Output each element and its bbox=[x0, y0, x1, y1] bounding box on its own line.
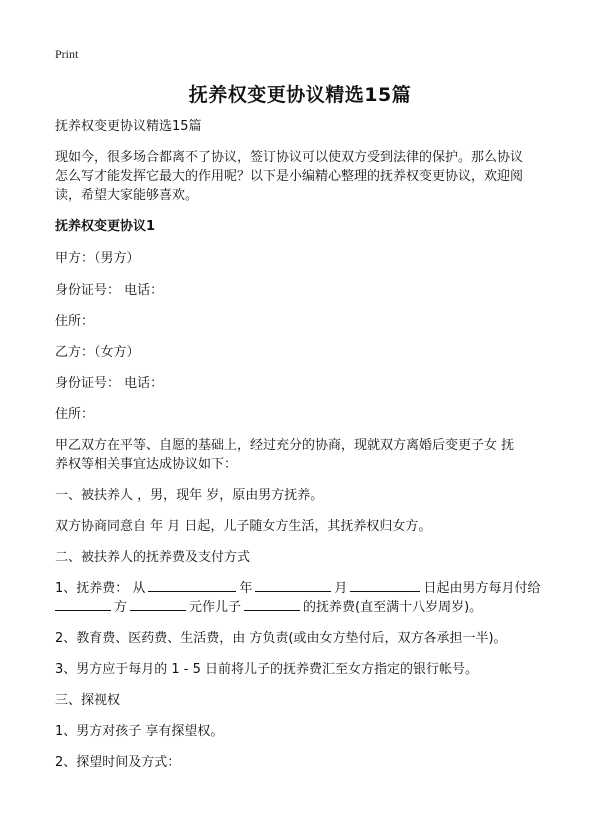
party-a-id-phone: 身份证号： 电话： bbox=[55, 283, 164, 298]
party-b-address: 住所： bbox=[55, 407, 95, 422]
clause-2-1-year: 年 bbox=[239, 581, 253, 596]
clause-3-1: 1、男方对孩子 享有探望权。 bbox=[55, 724, 224, 739]
blank-field bbox=[350, 579, 420, 592]
clause-3-2: 2、探望时间及方式： bbox=[55, 755, 181, 770]
clause-1: 一、被扶养人 ，男，现年 岁，原由男方抚养。 bbox=[55, 488, 324, 503]
party-a: 甲方：（男方） bbox=[55, 251, 140, 266]
blank-field bbox=[244, 598, 300, 611]
clause-1-detail: 双方协商同意自 年 月 日起，儿子随女方生活，其抚养权归女方。 bbox=[55, 519, 432, 534]
document-subtitle: 抚养权变更协议精选15篇 bbox=[55, 119, 202, 134]
agreement-intro-line-2: 养权等相关事宜达成协议如下： bbox=[55, 457, 238, 472]
agreement-intro-line-1: 甲乙双方在平等、自愿的基础上，经过充分的协商，现就双方离婚后变更子女 抚 bbox=[55, 438, 515, 453]
clause-2-2: 2、教育费、医药费、生活费，由 方负责(或由女方垫付后，双方各承担一半)。 bbox=[55, 631, 507, 646]
blank-field bbox=[55, 598, 111, 611]
party-a-address: 住所： bbox=[55, 314, 95, 329]
print-link[interactable]: Print bbox=[55, 47, 79, 61]
blank-field bbox=[255, 579, 331, 592]
clause-2-1-month: 月 bbox=[334, 581, 348, 596]
intro-line-3: 读，希望大家能够喜欢。 bbox=[55, 188, 199, 203]
clause-2-3: 3、男方应于每月的 1 - 5 日前将儿子的抚养费汇至女方指定的银行帐号。 bbox=[55, 662, 479, 677]
blank-field bbox=[148, 579, 236, 592]
blank-field bbox=[130, 598, 186, 611]
document-title: 抚养权变更协议精选15篇 bbox=[188, 84, 412, 106]
clause-2-1-prefix: 1、抚养费： 从 bbox=[55, 581, 146, 596]
party-b: 乙方：（女方） bbox=[55, 345, 140, 360]
clause-2-1-line-2 bbox=[55, 598, 555, 618]
clause-2-1-end: 的抚养费(直至满十八岁周岁)。 bbox=[303, 600, 483, 615]
intro-line-2: 怎么写才能发挥它最大的作用呢？以下是小编精心整理的抚养权变更协议，欢迎阅 bbox=[55, 169, 524, 184]
clause-2-heading: 二、被扶养人的抚养费及支付方式 bbox=[55, 550, 251, 565]
clause-2-1-suffix: 日起由男方每月付给 bbox=[423, 581, 541, 596]
intro-line-1: 现如今，很多场合都离不了协议，签订协议可以使双方受到法律的保护。那么协议 bbox=[55, 150, 524, 165]
section-heading: 抚养权变更协议1 bbox=[55, 219, 156, 234]
clause-2-1-yuan: 元作儿子 bbox=[189, 600, 242, 615]
party-b-id-phone: 身份证号： 电话： bbox=[55, 376, 164, 391]
clause-2-1-line-1 bbox=[55, 579, 555, 599]
clause-3-heading: 三、探视权 bbox=[55, 693, 121, 708]
clause-2-1-fang: 方 bbox=[114, 600, 128, 615]
